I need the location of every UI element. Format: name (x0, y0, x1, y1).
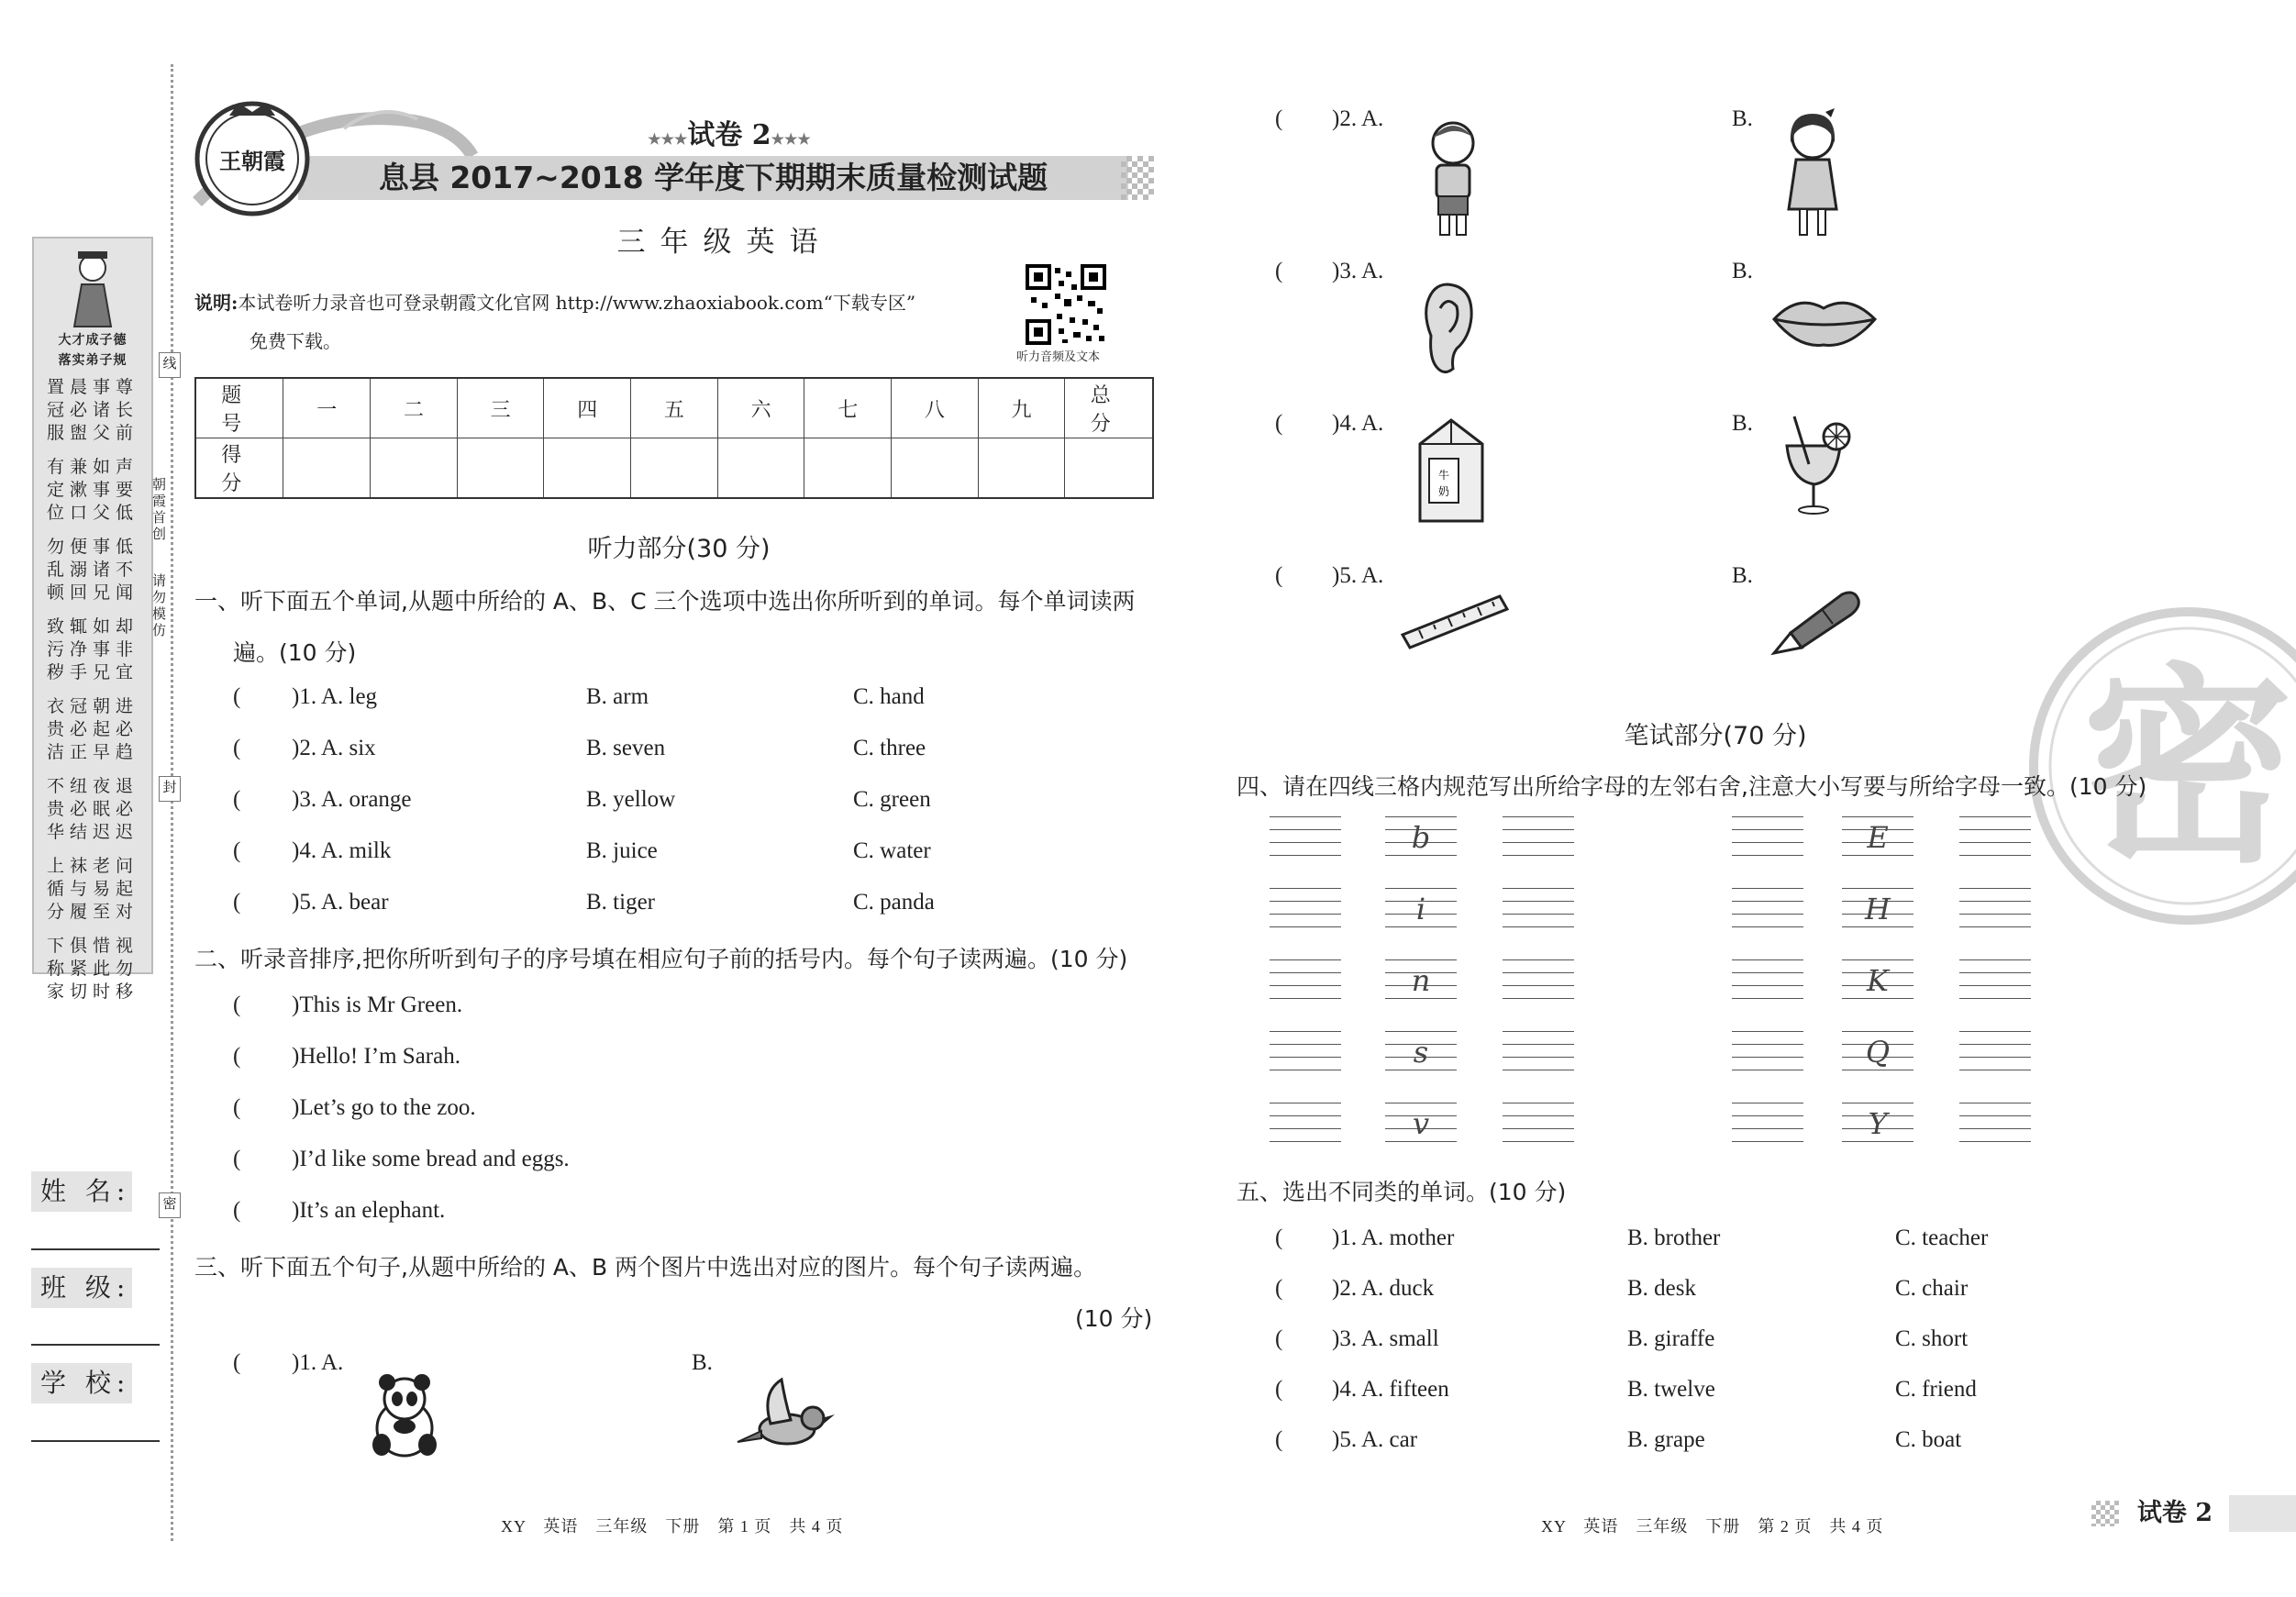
subject-title: 三年级英语 (616, 226, 833, 259)
given-letter: v (1412, 1106, 1430, 1141)
score-cell[interactable] (804, 438, 892, 499)
score-row-label: 得 分 (195, 438, 283, 499)
table-header-cell: 二 (371, 378, 458, 438)
table-header-cell: 五 (631, 378, 718, 438)
answer-bracket[interactable]: ( (1275, 106, 1283, 131)
option-c: C. teacher (1895, 1225, 1989, 1250)
option-b: B. (1732, 563, 1753, 588)
q3-instruction: 三、听下面五个句子,从题中所给的 A、B 两个图片中选出对应的图片。每个句子读两遍。 (194, 1254, 1097, 1281)
q3-points: (10 分) (1075, 1305, 1153, 1332)
school-label: 学 校: (31, 1363, 132, 1403)
answer-bracket[interactable]: ( (1275, 1326, 1283, 1351)
option-b: B. (1732, 411, 1753, 436)
answer-bracket[interactable]: ( (233, 1350, 241, 1375)
list-item (233, 993, 875, 1044)
q1-instruction-cont: 遍。(10 分) (233, 639, 357, 666)
given-letter: H (1865, 892, 1891, 926)
writing-grid[interactable] (1270, 1103, 1341, 1147)
option-c: C. short (1895, 1326, 1969, 1351)
score-cell[interactable] (717, 438, 804, 499)
writing-grid[interactable] (1503, 816, 1574, 860)
answer-bracket[interactable]: ( (233, 684, 241, 709)
score-cell[interactable] (371, 438, 458, 499)
writing-grid[interactable] (1503, 1103, 1574, 1147)
given-letter: Q (1865, 1035, 1891, 1070)
list-item (1275, 1225, 2101, 1276)
list-item (1275, 1276, 2101, 1326)
answer-bracket[interactable]: ( (233, 993, 241, 1017)
juice-glass-icon[interactable] (1776, 413, 1855, 517)
table-header-cell: 七 (804, 378, 892, 438)
writing-grid[interactable] (1270, 959, 1341, 1004)
option-a: )1. A. (292, 1350, 344, 1375)
listening-heading: 听力部分(30 分) (587, 535, 771, 563)
name-label: 姓 名: (31, 1171, 132, 1212)
q1-instruction: 一、听下面五个单词,从题中所给的 A、B、C 三个选项中选出你所听到的单词。每个单词读两 (194, 588, 1136, 615)
option-c: C. boat (1895, 1427, 1962, 1452)
option-a: )4. A. fifteen (1332, 1377, 1449, 1402)
instructions-note-cont: 免费下载。 (250, 330, 341, 352)
q1-items (233, 684, 967, 941)
q5-instruction: 五、选出不同类的单词。(10 分) (1237, 1179, 1567, 1205)
list-item (233, 1198, 875, 1249)
sentence: )I’d like some bread and eggs. (292, 1147, 570, 1171)
writing-grid[interactable] (1270, 888, 1341, 932)
option-c: C. three (853, 736, 926, 760)
writing-grid[interactable] (1732, 1031, 1803, 1075)
sentence: )Hello! I’m Sarah. (292, 1044, 460, 1069)
instructions-note: 说明:本试卷听力录音也可登录朝霞文化官网 http://www.zhaoxiabook.com“下载专区” (194, 292, 916, 314)
school-field[interactable] (31, 1440, 160, 1442)
motto-header: 大才成子德 (58, 333, 128, 348)
list-item (1275, 1326, 2101, 1377)
given-letter-grid (1385, 959, 1457, 1004)
option-a: )1. A. mother (1332, 1225, 1455, 1250)
answer-bracket[interactable]: ( (233, 787, 241, 812)
option-b: B. juice (586, 838, 658, 863)
ear-icon[interactable] (1420, 281, 1475, 376)
paper-badge: 试卷 2 (2136, 1499, 2213, 1527)
option-a: )3. A. (1332, 259, 1384, 283)
writing-grid[interactable] (1959, 888, 2031, 932)
motto-panel (32, 237, 153, 1002)
answer-bracket[interactable]: ( (1275, 1377, 1283, 1402)
option-c: C. chair (1895, 1276, 1969, 1301)
score-cell[interactable] (1065, 438, 1153, 499)
page-title: 息县 2017~2018 学年度下期期末质量检测试题 (378, 160, 1048, 195)
given-letter: E (1867, 820, 1889, 855)
badge-pattern (2091, 1501, 2119, 1526)
given-letter-grid (1842, 816, 1913, 860)
option-b: B. desk (1627, 1276, 1696, 1301)
panda-icon[interactable] (363, 1371, 446, 1463)
q2-instruction: 二、听录音排序,把你所听到句子的序号填在相应句子前的括号内。每个句子读两遍。(10 分) (194, 946, 1128, 972)
writing-grid[interactable] (1732, 959, 1803, 1004)
pen-icon[interactable] (1767, 587, 1862, 657)
answer-bracket[interactable]: ( (1275, 1276, 1283, 1301)
option-a: )5. A. (1332, 563, 1384, 588)
answer-bracket[interactable]: ( (233, 736, 241, 760)
motto-header: 落实弟子规 (58, 353, 128, 368)
answer-bracket[interactable]: ( (1275, 1427, 1283, 1452)
answer-bracket[interactable]: ( (233, 890, 241, 915)
writing-grid[interactable] (1270, 816, 1341, 860)
ruler-icon[interactable] (1399, 591, 1509, 653)
score-cell[interactable] (892, 438, 979, 499)
option-b: B. tiger (586, 890, 655, 915)
option-b: B. twelve (1627, 1377, 1715, 1402)
given-letter-grid (1385, 888, 1457, 932)
option-b: B. grape (1627, 1427, 1705, 1452)
option-a: )3. A. small (1332, 1326, 1439, 1351)
table-header-cell: 八 (892, 378, 979, 438)
list-item (233, 1095, 875, 1147)
table-header-cell: 九 (978, 378, 1065, 438)
list-item (233, 736, 967, 787)
q4-instruction: 四、请在四线三格内规范写出所给字母的左邻右舍,注意大小写要与所给字母一致。(10 分) (1237, 773, 2147, 800)
writing-grid[interactable] (1503, 959, 1574, 1004)
given-letter-grid (1842, 1031, 1913, 1075)
class-label: 班 级: (31, 1268, 132, 1308)
page-footer: XY 英语 三年级 下册 第 2 页 共 4 页 (1541, 1517, 1884, 1536)
list-item (233, 1044, 875, 1095)
written-heading: 笔试部分(70 分) (1624, 722, 1807, 750)
sentence: )Let’s go to the zoo. (292, 1095, 476, 1120)
option-a: )3. A. orange (292, 787, 412, 812)
qr-code-icon[interactable] (1026, 264, 1106, 345)
list-item (233, 684, 967, 736)
answer-bracket[interactable]: ( (233, 1147, 241, 1171)
writing-grid[interactable] (1959, 959, 2031, 1004)
qr-caption: 听力音频及文本 (1016, 350, 1101, 364)
answer-bracket[interactable]: ( (1275, 563, 1283, 588)
writing-grid[interactable] (1270, 1031, 1341, 1075)
option-b: B. brother (1627, 1225, 1721, 1250)
option-c: C. friend (1895, 1377, 1977, 1402)
svg-text:牛: 牛 (1437, 469, 1450, 482)
option-b: B. (1732, 259, 1753, 283)
writing-grid[interactable] (1732, 888, 1803, 932)
option-a: )2. A. six (292, 736, 376, 760)
writing-grid[interactable] (1503, 888, 1574, 932)
svg-text:密: 密 (2081, 647, 2294, 892)
seal-watermark (2023, 601, 2296, 931)
score-cell[interactable] (544, 438, 631, 499)
given-letter-grid (1842, 1103, 1913, 1147)
series-label: ★★★试卷 2★★★ (648, 119, 811, 151)
option-b: B. (1732, 106, 1753, 131)
table-header-cell: 总 分 (1065, 378, 1153, 438)
table-header-cell: 三 (457, 378, 544, 438)
list-item (233, 890, 967, 941)
score-cell[interactable] (457, 438, 544, 499)
given-letter-grid (1842, 959, 1913, 1004)
option-b: B. seven (586, 736, 666, 760)
motto-lines: 置晨事尊 冠必诸长 服盥父前 有兼如声 定漱事要 位口父低 勿便事低 乱溺诸不 顿回兄闻 致辄如却 污净事非 秽手兄宜 衣冠朝进 贵必起必 洁正早趋 不纽夜退 贵必眠必 华结迟迟 上袜老问 循与易起 分履至对 下俱惜视 称紧此勿 家切时移 (47, 377, 139, 1002)
given-letter: Y (1868, 1106, 1888, 1141)
answer-bracket[interactable]: ( (233, 1198, 241, 1223)
cut-line (171, 64, 173, 1541)
option-b: B. arm (586, 684, 649, 709)
given-letter-grid (1842, 888, 1913, 932)
cut-line-label: 密 (159, 1192, 181, 1218)
mouth-icon[interactable] (1770, 292, 1879, 350)
bird-icon[interactable] (734, 1374, 839, 1457)
brand-logo (193, 99, 312, 218)
badge-band (2229, 1495, 2296, 1532)
option-a: )4. A. milk (292, 838, 392, 863)
option-c: C. green (853, 787, 931, 812)
option-b: B. giraffe (1627, 1326, 1715, 1351)
answer-bracket[interactable]: ( (1275, 1225, 1283, 1250)
option-a: )4. A. (1332, 411, 1384, 436)
list-item (233, 787, 967, 838)
table-header-cell: 一 (283, 378, 371, 438)
answer-bracket[interactable]: ( (233, 838, 241, 863)
option-b: B. (692, 1350, 713, 1375)
milk-carton-icon[interactable] (1414, 416, 1488, 525)
list-item (233, 838, 967, 890)
name-field[interactable] (31, 1248, 160, 1250)
answer-bracket[interactable]: ( (1275, 259, 1283, 283)
cut-line-label: 线 (159, 352, 181, 378)
vertical-note: 请勿模仿 (150, 573, 167, 639)
sentence: )This is Mr Green. (292, 993, 463, 1017)
sentence: )It’s an elephant. (292, 1198, 446, 1223)
option-a: )5. A. bear (292, 890, 389, 915)
table-header-cell: 四 (544, 378, 631, 438)
writing-grid[interactable] (1503, 1031, 1574, 1075)
option-a: )1. A. leg (292, 684, 378, 709)
option-c: C. hand (853, 684, 925, 709)
writing-grid[interactable] (1732, 1103, 1803, 1147)
cut-line-label: 封 (159, 776, 181, 802)
option-c: C. water (853, 838, 931, 863)
option-b: B. yellow (586, 787, 676, 812)
given-letter: n (1411, 963, 1431, 998)
page-footer: XY 英语 三年级 下册 第 1 页 共 4 页 (501, 1517, 844, 1536)
list-item (1275, 1427, 2101, 1478)
score-cell[interactable] (978, 438, 1065, 499)
option-c: C. panda (853, 890, 935, 915)
option-a: )2. A. duck (1332, 1276, 1435, 1301)
scholar-icon (65, 244, 120, 328)
score-table (194, 377, 1154, 499)
writing-grid[interactable] (1959, 1103, 2031, 1147)
given-letter: b (1411, 820, 1431, 855)
answer-bracket[interactable]: ( (1275, 411, 1283, 436)
answer-bracket[interactable]: ( (233, 1044, 241, 1069)
list-item (233, 1147, 875, 1198)
option-a: )5. A. car (1332, 1427, 1418, 1452)
writing-grid[interactable] (1732, 816, 1803, 860)
binding-strip (0, 0, 177, 1597)
option-a: )2. A. (1332, 106, 1384, 131)
table-header-cell: 六 (717, 378, 804, 438)
given-letter: K (1867, 963, 1889, 998)
class-field[interactable] (31, 1344, 160, 1346)
vertical-note: 朝霞首创 (150, 477, 167, 543)
girl-icon[interactable] (1780, 106, 1846, 244)
given-letter: s (1413, 1035, 1429, 1070)
writing-grid[interactable] (1959, 1031, 2031, 1075)
score-cell[interactable] (631, 438, 718, 499)
given-letter-grid (1385, 1031, 1457, 1075)
score-cell[interactable] (283, 438, 371, 499)
svg-text:王朝霞: 王朝霞 (219, 148, 285, 174)
svg-text:奶: 奶 (1437, 485, 1450, 498)
list-item (1275, 1377, 2101, 1427)
writing-grid[interactable] (1959, 816, 2031, 860)
given-letter-grid (1385, 816, 1457, 860)
q5-items (1275, 1225, 2101, 1478)
answer-bracket[interactable]: ( (233, 1095, 241, 1120)
given-letter-grid (1385, 1103, 1457, 1147)
boy-icon[interactable] (1420, 114, 1486, 242)
given-letter: i (1415, 892, 1426, 926)
table-header-cell: 题 号 (195, 378, 283, 438)
q2-items (233, 993, 875, 1249)
